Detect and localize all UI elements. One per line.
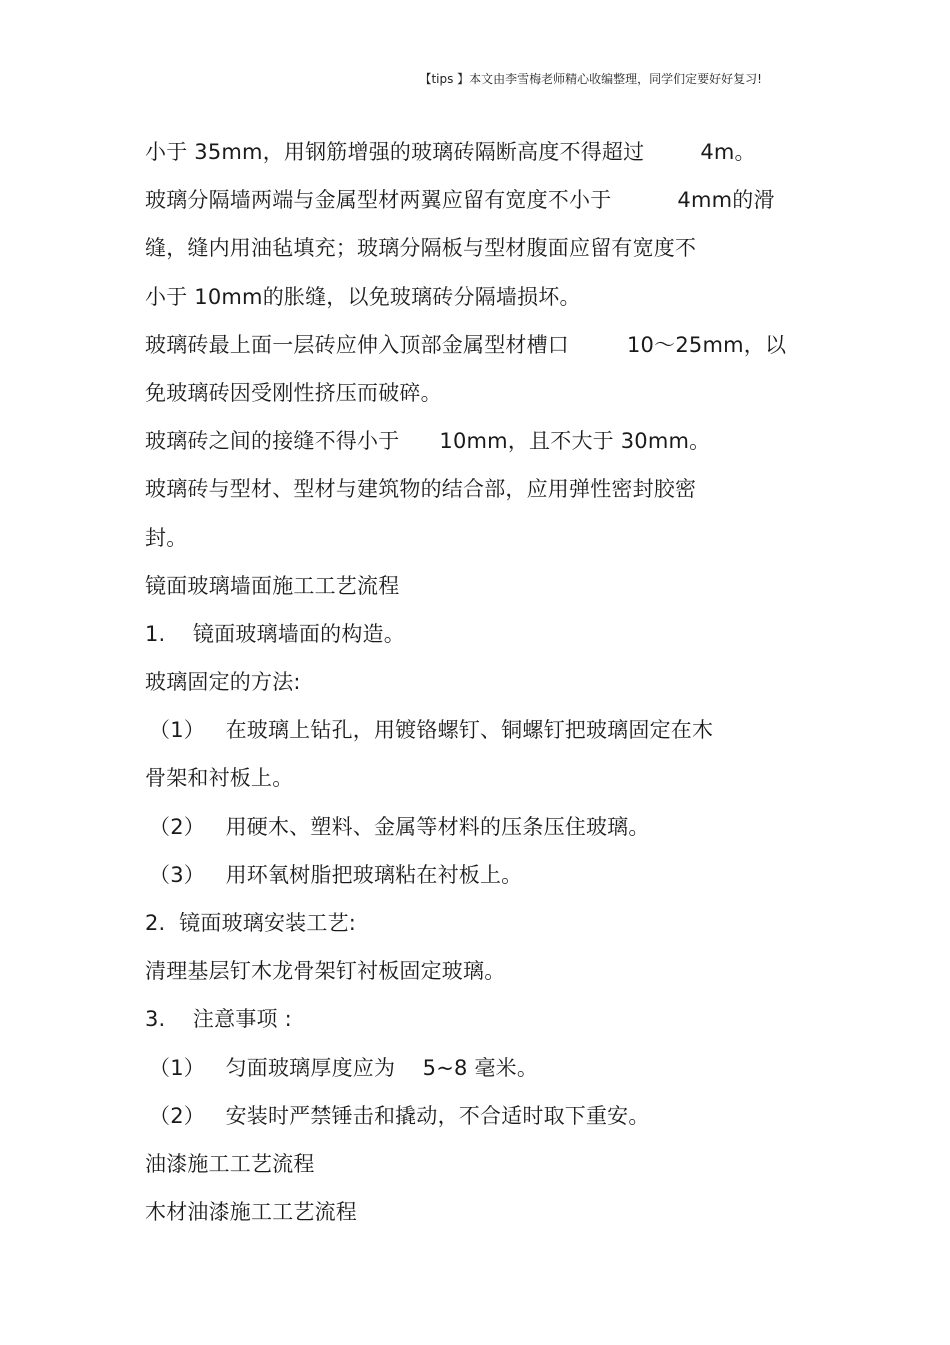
list-item: （1） 在玻璃上钻孔，用镀铬螺钉、铜螺钉把玻璃固定在木 xyxy=(149,718,714,743)
section-heading: 油漆施工工艺流程 xyxy=(145,1151,315,1176)
text-line: 骨架和衬板上。 xyxy=(145,766,294,791)
text-line: 玻璃固定的方法: xyxy=(145,670,301,695)
list-item: （1） 匀面玻璃厚度应为 5~8 毫米。 xyxy=(149,1055,539,1080)
text-line: 缝，缝内用油毡填充；玻璃分隔板与型材腹面应留有宽度不 xyxy=(145,236,697,261)
numbered-item: 3. 注意事项 : xyxy=(145,1007,292,1032)
header-tip: 【tips 】本文由李雪梅老师精心收编整理，同学们定要好好复习! xyxy=(419,72,762,86)
text-line: 封。 xyxy=(145,525,188,550)
text-line: 免玻璃砖因受刚性挤压而破碎。 xyxy=(145,380,442,405)
text-line: 玻璃砖之间的接缝不得小于 10mm，且不大于 30mm。 xyxy=(145,429,711,454)
text-line: 玻璃分隔墙两端与金属型材两翼应留有宽度不小于 4mm的滑 xyxy=(145,188,775,213)
list-item: （2） 安装时严禁锤击和撬动，不合适时取下重安。 xyxy=(149,1103,650,1128)
section-heading: 木材油漆施工工艺流程 xyxy=(145,1200,357,1225)
list-item: （2） 用硬木、塑料、金属等材料的压条压住玻璃。 xyxy=(149,814,650,839)
text-line: 小于 10mm的胀缝，以免玻璃砖分隔墙损坏。 xyxy=(145,284,581,309)
text-line: 小于 35mm，用钢筋增强的玻璃砖隔断高度不得超过 4m。 xyxy=(145,140,756,164)
section-heading: 镜面玻璃墙面施工工艺流程 xyxy=(145,573,400,598)
list-item: （3） 用环氧树脂把玻璃粘在衬板上。 xyxy=(149,862,523,887)
text-line: 玻璃砖与型材、型材与建筑物的结合部，应用弹性密封胶密 xyxy=(145,477,697,502)
numbered-item: 1. 镜面玻璃墙面的构造。 xyxy=(145,621,405,646)
text-line: 玻璃砖最上面一层砖应伸入顶部金属型材槽口 10～25mm，以 xyxy=(145,332,787,357)
text-line: 清理基层钉木龙骨架钉衬板固定玻璃。 xyxy=(145,959,506,984)
numbered-item: 2. 镜面玻璃安装工艺: xyxy=(145,911,357,935)
document-body xyxy=(145,128,825,1236)
